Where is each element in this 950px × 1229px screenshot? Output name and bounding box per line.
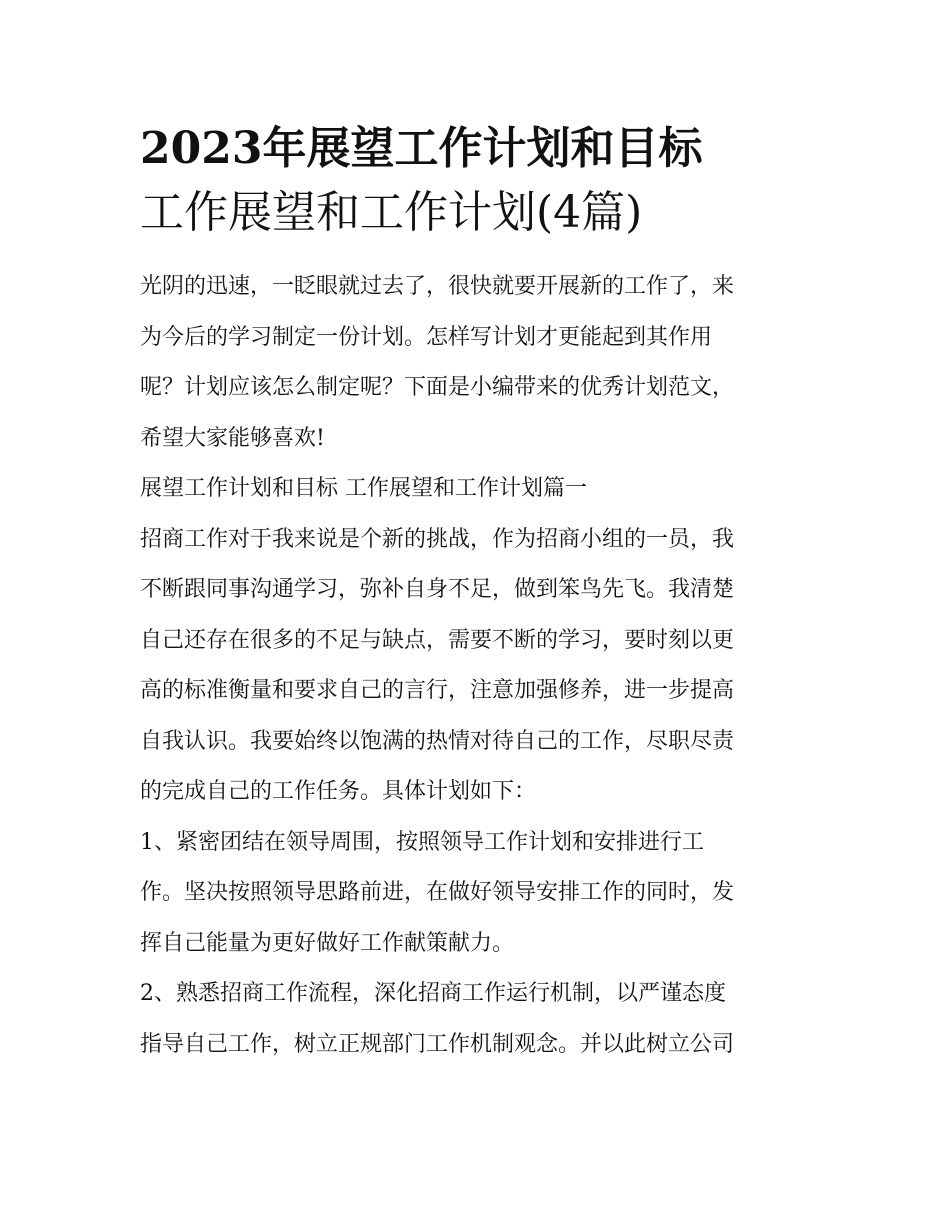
- intro-line: 希望大家能够喜欢!: [140, 425, 325, 451]
- item1-line: 作。坚决按照领导思路前进，在做好领导安排工作的同时，发: [140, 880, 735, 905]
- intro-line: 为今后的学习制定一份计划。怎样写计划才更能起到其作用: [140, 324, 713, 350]
- body-line: 不断跟同事沟通学习，弥补自身不足，做到笨鸟先飞。我清楚: [140, 577, 735, 602]
- section-heading: 展望工作计划和目标 工作展望和工作计划篇一: [140, 476, 587, 501]
- body-line: 的完成自己的工作任务。具体计划如下：: [140, 779, 537, 804]
- body-line: 招商工作对于我来说是个新的挑战，作为招商小组的一员，我: [140, 526, 735, 552]
- list-item-1: [140, 818, 812, 970]
- intro-line: 光阴的迅速，一眨眼就过去了，很快就要开展新的工作了，来: [140, 274, 735, 299]
- body-line: 自我认识。我要始终以饱满的热情对待自己的工作，尽职尽责: [140, 728, 735, 754]
- item1-line: 挥自己能量为更好做好工作献策献力。: [140, 930, 515, 956]
- item2-line: 2、熟悉招商工作流程，深化招商工作运行机制，以严谨态度: [140, 981, 726, 1006]
- list-item-2: [140, 969, 812, 1070]
- intro-line: 呢？计划应该怎么制定呢？下面是小编带来的优秀计划范文，: [140, 375, 735, 400]
- title-line-2: 工作展望和工作计划(4篇): [140, 187, 643, 238]
- item1-line: 1、紧密团结在领导周围，按照领导工作计划和安排进行工: [140, 829, 704, 855]
- document-page: [140, 118, 812, 1070]
- item2-line: 指导自己工作，树立正规部门工作机制观念。并以此树立公司: [140, 1031, 735, 1057]
- section-body-paragraph: [140, 515, 812, 818]
- body-line: 高的标准衡量和要求自己的言行，注意加强修养，进一步提高: [140, 678, 735, 703]
- title-line-1: 2023年展望工作计划和目标: [140, 123, 703, 174]
- body-line: 自己还存在很多的不足与缺点，需要不断的学习，要时刻以更: [140, 627, 735, 653]
- intro-paragraph: [140, 262, 812, 464]
- document-title: [140, 118, 812, 244]
